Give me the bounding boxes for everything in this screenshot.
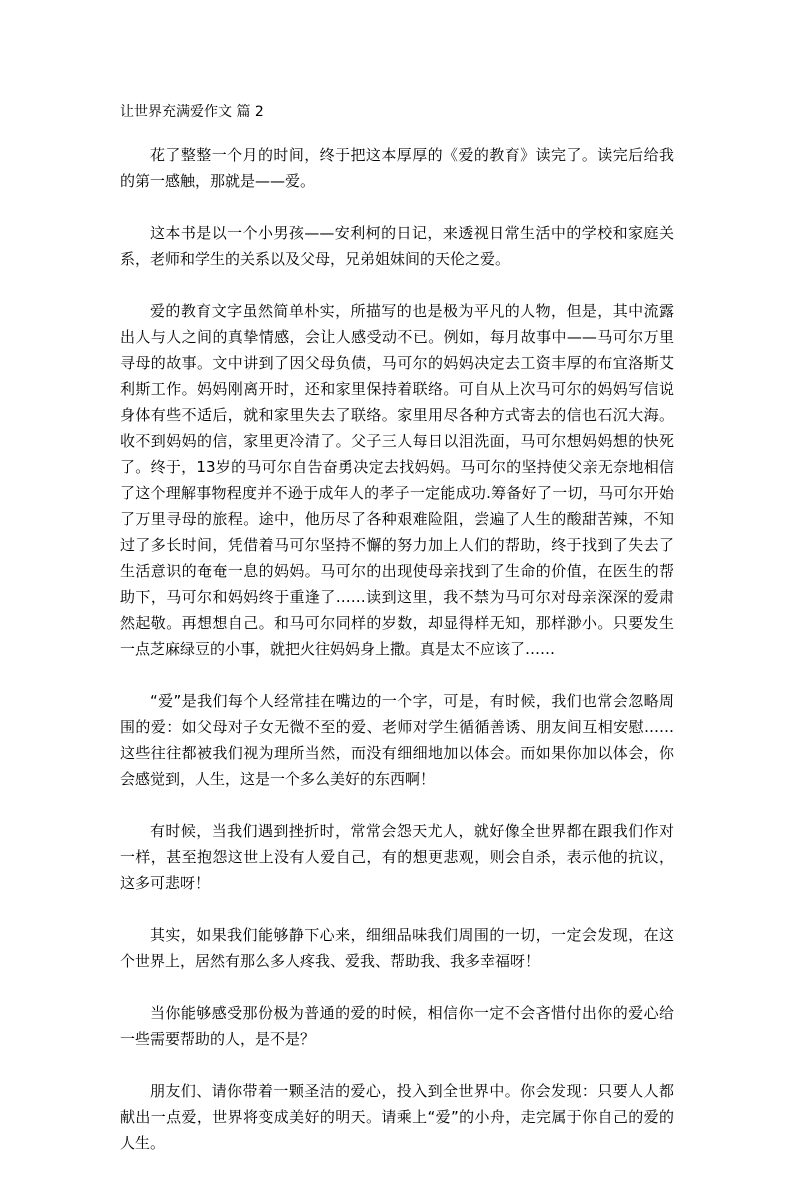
- paragraph-6: 其实，如果我们能够静下心来，细细品味我们周围的一切，一定会发现，在这个世界上，居然有那么多人疼我、爱我、帮助我、我多幸福呀！: [120, 926, 674, 970]
- document-title: 让世界充满爱作文 篇 2: [120, 104, 264, 120]
- paragraph-1: 花了整整一个月的时间，终于把这本厚厚的《爱的教育》读完了。读完后给我的第一感触，那就是——爱。: [120, 146, 674, 190]
- paragraph-5: 有时候，当我们遇到挫折时，常常会怨天尤人，就好像全世界都在跟我们作对一样，甚至抱怨这世上没有人爱自己，有的想更悲观，则会自杀，表示他的抗议，这多可悲呀！: [120, 822, 674, 892]
- paragraph-8: 朋友们、请你带着一颗圣洁的爱心，投入到全世界中。你会发现：只要人人都献出一点爱，世界将变成美好的明天。请乘上“爱”的小舟，走完属于你自己的爱的人生。: [120, 1082, 674, 1152]
- paragraph-3: 爱的教育文字虽然简单朴实，所描写的也是极为平凡的人物，但是，其中流露出人与人之间的真挚情感，会让人感受动不已。例如，每月故事中——马可尔万里寻母的故事。文中讲到了因父母负债，马可尔的妈妈决定去工资丰厚的布宜洛斯艾利斯工作。妈妈刚离开时，还和家里保持着联络。可自从上次马可尔的妈妈写信说身体有些不适后，就和家里失去了联络。家里用尽各种方式寄去的信也石沉大海。收不到妈妈的信，家里更冷清了。父子三人每日以泪洗面，马可尔想妈妈想的快死了。终于，13岁的马可尔自告奋勇决定去找妈妈。马可尔的坚持使父亲无奈地相信了这个理解事物程度并不逊于成年人的孝子一定能成功.筹备好了一切，马可尔开始了万里寻母的旅程。途中，他历尽了各种艰难险阻，尝遍了人生的酸甜苦辣，不知过了多长时间，凭借着马可尔坚持不懈的努力加上人们的帮助，终于找到了失去了生活意识的奄奄一息的妈妈。马可尔的出现使母亲找到了生命的价值，在医生的帮助下，马可尔和妈妈终于重逢了……读到这里，我不禁为马可尔对母亲深深的爱肃然起敬。再想想自己。和马可尔同样的岁数，却显得样无知，那样渺小。只要发生一点芝麻绿豆的小事，就把火往妈妈身上撒。真是太不应该了……: [120, 302, 674, 658]
- document-body: [120, 142, 674, 1182]
- paragraph-2: 这本书是以一个小男孩——安利柯的日记，来透视日常生活中的学校和家庭关系，老师和学生的关系以及父母，兄弟姐妹间的天伦之爱。: [120, 224, 674, 268]
- paragraph-4: “爱”是我们每个人经常挂在嘴边的一个字，可是，有时候，我们也常会忽略周围的爱：如父母对子女无微不至的爱、老师对学生循循善诱、朋友间互相安慰……这些往往都被我们视为理所当然，而没有细细地加以体会。而如果你加以体会，你会感觉到，人生，这是一个多么美好的东西啊！: [120, 692, 674, 788]
- paragraph-7: 当你能够感受那份极为普通的爱的时候，相信你一定不会吝惜付出你的爱心给一些需要帮助的人，是不是？: [120, 1004, 674, 1048]
